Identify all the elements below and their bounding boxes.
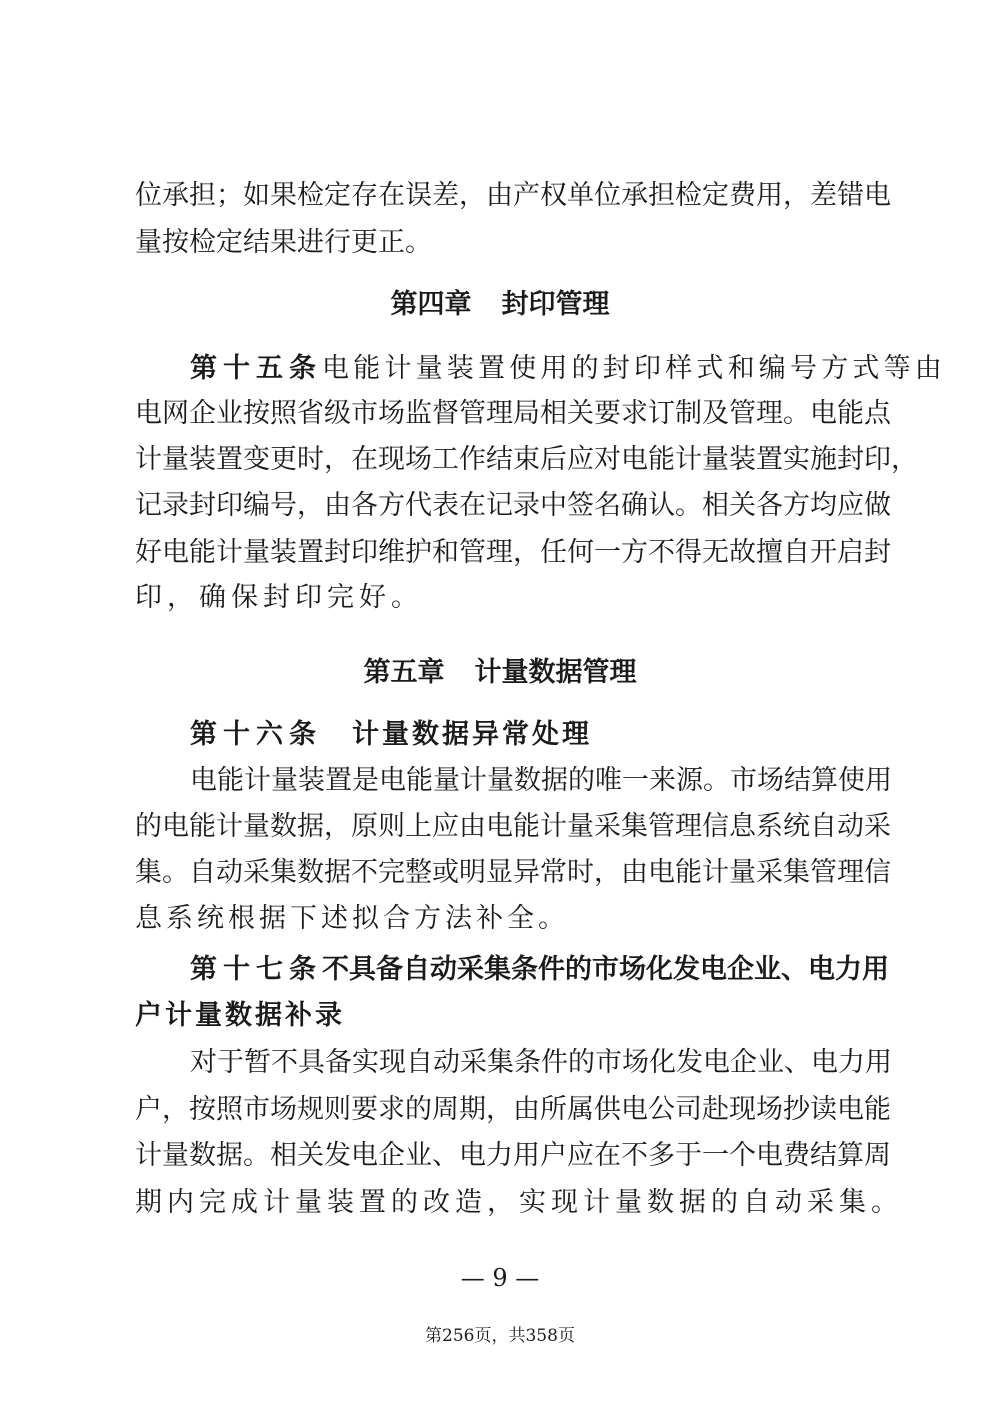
paragraph-line: 户，按照市场规则要求的周期，由所属供电公司赴现场抄读电能 xyxy=(135,1094,891,1125)
chapter-heading-4 xyxy=(0,288,1000,322)
page-footer: 第256页，共358页 xyxy=(425,1326,575,1346)
paragraph-line: 期内完成计量装置的改造，实现计量数据的自动采集。 xyxy=(135,1187,903,1218)
paragraph-line: 计量数据。相关发电企业、电力用户应在不多于一个电费结算周 xyxy=(135,1140,891,1171)
article-title: 计量数据异常处理 xyxy=(352,719,592,750)
paragraph-line: 的电能计量数据，原则上应由电能计量采集管理信息系统自动采 xyxy=(135,811,891,842)
paragraph-text: 电能计量装置使用的封印样式和编号方式等由 xyxy=(322,353,946,384)
paragraph-line: 电网企业按照省级市场监督管理局相关要求订制及管理。电能点 xyxy=(135,398,891,429)
chapter-title: 封印管理 xyxy=(501,289,610,320)
page-number: — 9 — xyxy=(460,1264,540,1292)
paragraph-line: 电能计量装置是电能量计量数据的唯一来源。市场结算使用 xyxy=(190,765,892,796)
chapter-number: 第四章 xyxy=(390,289,472,320)
paragraph-line: 集。自动采集数据不完整或明显异常时，由电能计量采集管理信 xyxy=(135,857,891,888)
article-15-first-line xyxy=(190,352,946,386)
paragraph-line: 息系统根据下述拟合方法补全。 xyxy=(135,903,569,934)
article-title-continued: 户计量数据补录 xyxy=(135,1000,345,1031)
chapter-title: 计量数据管理 xyxy=(474,657,637,688)
article-title: 不具备自动采集条件的市场化发电企业、电力用 xyxy=(322,954,889,985)
chapter-heading-5 xyxy=(0,656,1000,690)
paragraph-line: 好电能计量装置封印维护和管理，任何一方不得无故擅自开启封 xyxy=(135,537,891,568)
article-label: 第十五条 xyxy=(190,353,322,384)
article-label: 第十七条 xyxy=(190,954,322,985)
paragraph-line: 计量装置变更时，在现场工作结束后应对电能计量装置实施封印， xyxy=(135,444,918,475)
paragraph-line: 位承担；如果检定存在误差，由产权单位承担检定费用，差错电 xyxy=(135,180,891,211)
paragraph-line: 对于暂不具备实现自动采集条件的市场化发电企业、电力用 xyxy=(190,1047,892,1078)
article-17-heading xyxy=(190,953,889,987)
paragraph-line: 量按检定结果进行更正。 xyxy=(135,227,432,258)
article-label: 第十六条 xyxy=(190,719,322,750)
article-16-heading xyxy=(190,718,875,752)
chapter-number: 第五章 xyxy=(363,657,445,688)
paragraph-line: 印，确保封印完好。 xyxy=(135,582,423,613)
paragraph-line: 记录封印编号，由各方代表在记录中签名确认。相关各方均应做 xyxy=(135,490,891,521)
